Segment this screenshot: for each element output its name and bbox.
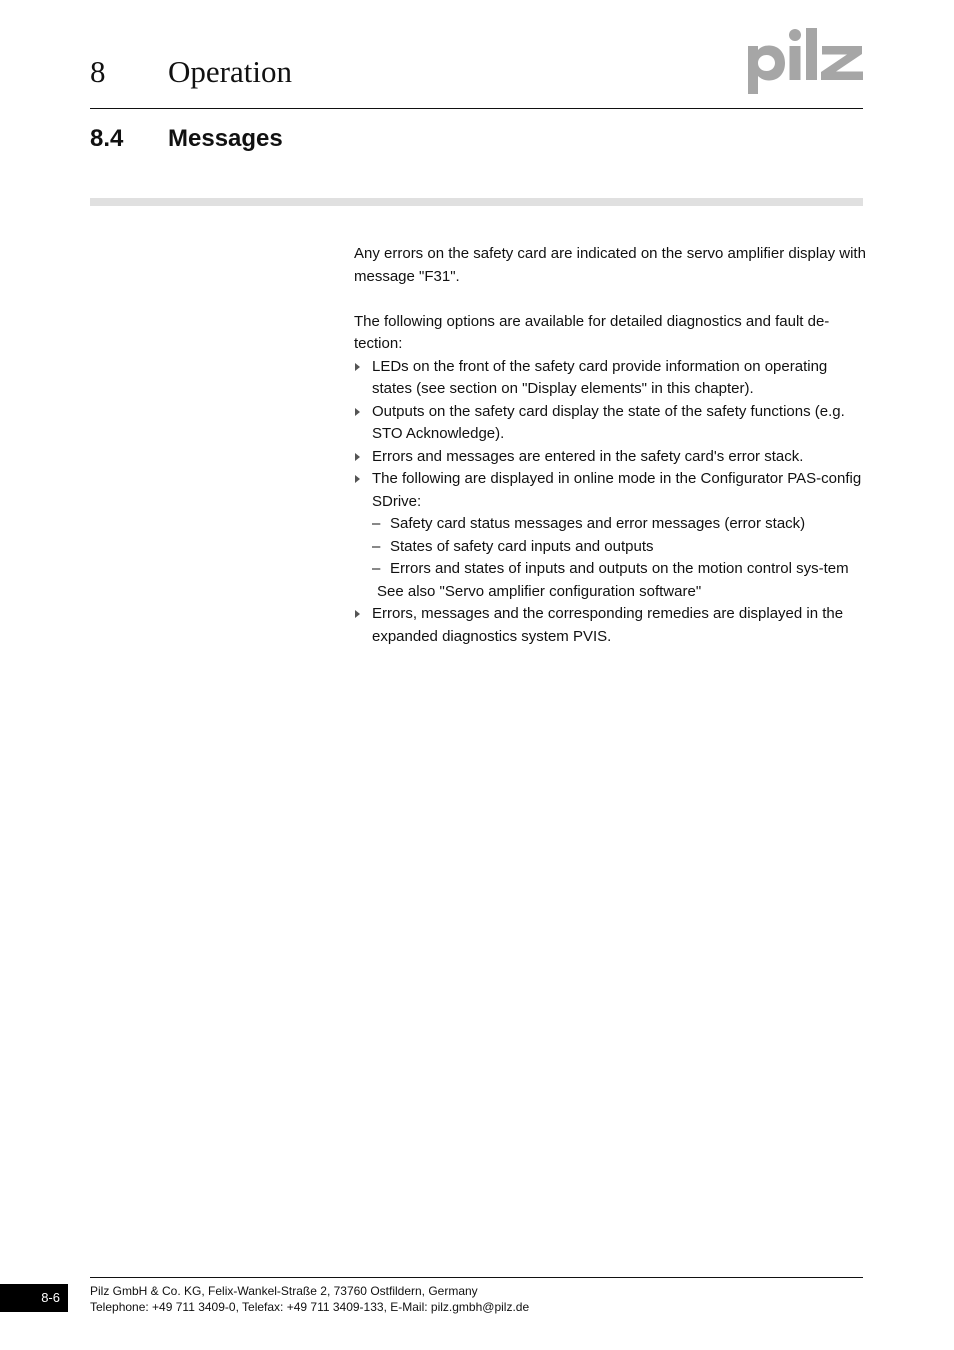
header-rule [90,108,863,109]
page-number-badge: 8-6 [0,1284,68,1312]
footer-address [90,1283,529,1315]
content [354,243,866,648]
dash-bullet-icon: – [372,537,381,555]
sub-list-item: – Errors and states of inputs and outputs on the motion control sys-tem [372,558,866,581]
sub-list-item: – Safety card status messages and error messages (error stack) [372,513,866,536]
dash-bullet-icon: – [372,560,381,577]
dash-bullet-icon: – [372,515,381,532]
options-intro-paragraph: The following options are available for detailed diagnostics and fault de-tection: [354,312,830,352]
options-list [354,356,866,649]
gray-separator-bar [90,198,863,206]
list-item: Errors, messages and the corresponding remedies are displayed in the expanded diagnostics system PVIS. [354,603,866,648]
triangle-bullet-icon [355,453,360,461]
chapter-number: 8 [90,54,106,89]
sub-list-item: – States of safety card inputs and outputs [372,536,866,559]
footer-line-1: Pilz GmbH & Co. KG, Felix-Wankel-Straße 2, 73760 Ostfildern, Germany [90,1284,478,1298]
intro-paragraph: Any errors on the safety card are indicated on the servo amplifier display with message "F31". [354,245,866,285]
footer-rule [90,1277,863,1278]
list-item: The following are displayed in online mode in the Configurator PAS-config SDrive: – Safety card status messages and error messages (error stack) – States of safety card inputs and outputs – Errors and states of inputs and outputs on the motion control sys-tem See also "Servo amplifier configuration software" [354,468,866,603]
triangle-bullet-icon [355,610,360,618]
triangle-bullet-icon [355,475,360,483]
footer-line-2: Telephone: +49 711 3409-0, Telefax: +49 711 3409-133, E-Mail: pilz.gmbh@pilz.de [90,1300,530,1314]
list-item: Errors and messages are entered in the safety card's error stack. [354,446,866,469]
online-mode-sublist [372,513,866,581]
pilz-logo-icon [748,28,864,94]
see-also-note: See also "Servo amplifier configuration software" [377,582,702,600]
list-item: Outputs on the safety card display the state of the safety functions (e.g. STO Acknowledge). [354,401,866,446]
triangle-bullet-icon [355,408,360,416]
chapter-title: Operation [168,54,292,89]
triangle-bullet-icon [355,363,360,371]
list-item: LEDs on the front of the safety card provide information on operating states (see section on "Display elements" in this chapter). [354,356,866,401]
section-title: Messages [168,125,283,152]
section-number: 8.4 [90,125,124,152]
